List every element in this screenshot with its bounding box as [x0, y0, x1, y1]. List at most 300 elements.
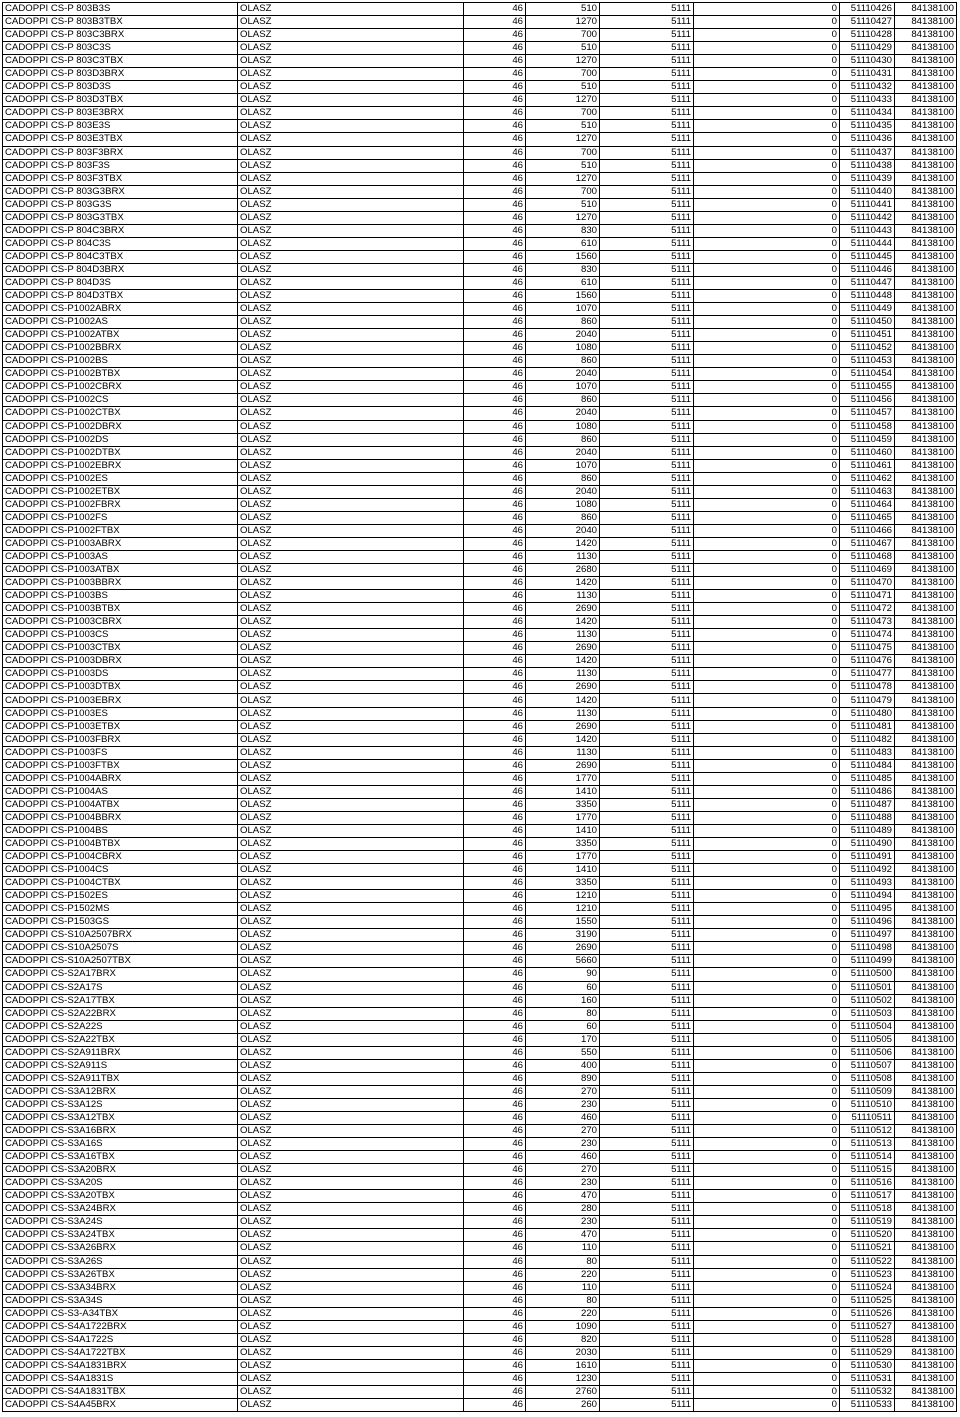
- product-name-cell: CADOPPI CS-P 803G3S: [3, 198, 238, 211]
- code-cell: 5111: [600, 681, 694, 694]
- item-number-cell: 51110523: [840, 1268, 895, 1281]
- customs-code-cell: 84138100: [895, 537, 957, 550]
- product-name-cell: CADOPPI CS-S3A20TBX: [3, 1190, 238, 1203]
- price-cell: 830: [526, 263, 600, 276]
- group-cell: 46: [464, 1059, 526, 1072]
- flag-cell: 0: [694, 981, 840, 994]
- flag-cell: 0: [694, 224, 840, 237]
- product-name-cell: CADOPPI CS-P1002ETBX: [3, 485, 238, 498]
- customs-code-cell: 84138100: [895, 394, 957, 407]
- origin-cell: OLASZ: [238, 237, 464, 250]
- price-cell: 2690: [526, 942, 600, 955]
- origin-cell: OLASZ: [238, 198, 464, 211]
- origin-cell: OLASZ: [238, 94, 464, 107]
- table-row: [3, 733, 957, 746]
- product-name-cell: CADOPPI CS-P 803D3S: [3, 81, 238, 94]
- code-cell: 5111: [600, 433, 694, 446]
- flag-cell: 0: [694, 916, 840, 929]
- item-number-cell: 51110504: [840, 1020, 895, 1033]
- customs-code-cell: 84138100: [895, 668, 957, 681]
- origin-cell: OLASZ: [238, 1346, 464, 1359]
- flag-cell: 0: [694, 746, 840, 759]
- code-cell: 5111: [600, 1151, 694, 1164]
- customs-code-cell: 84138100: [895, 603, 957, 616]
- code-cell: 5111: [600, 759, 694, 772]
- item-number-cell: 51110482: [840, 733, 895, 746]
- flag-cell: 0: [694, 772, 840, 785]
- customs-code-cell: 84138100: [895, 316, 957, 329]
- item-number-cell: 51110511: [840, 1111, 895, 1124]
- customs-code-cell: 84138100: [895, 824, 957, 837]
- flag-cell: 0: [694, 864, 840, 877]
- item-number-cell: 51110433: [840, 94, 895, 107]
- price-cell: 1130: [526, 746, 600, 759]
- group-cell: 46: [464, 290, 526, 303]
- item-number-cell: 51110520: [840, 1229, 895, 1242]
- price-cell: 5660: [526, 955, 600, 968]
- code-cell: 5111: [600, 1229, 694, 1242]
- origin-cell: OLASZ: [238, 511, 464, 524]
- code-cell: 5111: [600, 16, 694, 29]
- flag-cell: 0: [694, 1164, 840, 1177]
- code-cell: 5111: [600, 1190, 694, 1203]
- product-name-cell: CADOPPI CS-P 803D3BRX: [3, 68, 238, 81]
- customs-code-cell: 84138100: [895, 1281, 957, 1294]
- code-cell: 5111: [600, 707, 694, 720]
- product-name-cell: CADOPPI CS-P1003ETBX: [3, 720, 238, 733]
- code-cell: 5111: [600, 485, 694, 498]
- price-cell: 860: [526, 355, 600, 368]
- table-row: [3, 237, 957, 250]
- price-cell: 1270: [526, 16, 600, 29]
- item-number-cell: 51110528: [840, 1333, 895, 1346]
- product-name-cell: CADOPPI CS-P 804C3BRX: [3, 224, 238, 237]
- group-cell: 46: [464, 642, 526, 655]
- origin-cell: OLASZ: [238, 1177, 464, 1190]
- product-name-cell: CADOPPI CS-P1004CBRX: [3, 851, 238, 864]
- code-cell: 5111: [600, 224, 694, 237]
- code-cell: 5111: [600, 772, 694, 785]
- item-number-cell: 51110459: [840, 433, 895, 446]
- origin-cell: OLASZ: [238, 1359, 464, 1372]
- origin-cell: OLASZ: [238, 981, 464, 994]
- product-name-cell: CADOPPI CS-P1003DS: [3, 668, 238, 681]
- product-name-cell: CADOPPI CS-S3A12BRX: [3, 1085, 238, 1098]
- item-number-cell: 51110518: [840, 1203, 895, 1216]
- origin-cell: OLASZ: [238, 303, 464, 316]
- group-cell: 46: [464, 1177, 526, 1190]
- item-number-cell: 51110431: [840, 68, 895, 81]
- flag-cell: 0: [694, 459, 840, 472]
- origin-cell: OLASZ: [238, 903, 464, 916]
- group-cell: 46: [464, 629, 526, 642]
- group-cell: 46: [464, 603, 526, 616]
- flag-cell: 0: [694, 1255, 840, 1268]
- customs-code-cell: 84138100: [895, 459, 957, 472]
- product-name-cell: CADOPPI CS-P 803C3BRX: [3, 29, 238, 42]
- table-row: [3, 890, 957, 903]
- customs-code-cell: 84138100: [895, 1307, 957, 1320]
- item-number-cell: 51110496: [840, 916, 895, 929]
- code-cell: 5111: [600, 629, 694, 642]
- price-cell: 1420: [526, 537, 600, 550]
- flag-cell: 0: [694, 1046, 840, 1059]
- code-cell: 5111: [600, 916, 694, 929]
- flag-cell: 0: [694, 107, 840, 120]
- group-cell: 46: [464, 68, 526, 81]
- price-cell: 610: [526, 237, 600, 250]
- price-cell: 1070: [526, 459, 600, 472]
- code-cell: 5111: [600, 1164, 694, 1177]
- customs-code-cell: 84138100: [895, 290, 957, 303]
- code-cell: 5111: [600, 785, 694, 798]
- flag-cell: 0: [694, 81, 840, 94]
- price-cell: 2690: [526, 642, 600, 655]
- item-number-cell: 51110519: [840, 1216, 895, 1229]
- group-cell: 46: [464, 511, 526, 524]
- code-cell: 5111: [600, 1125, 694, 1138]
- item-number-cell: 51110493: [840, 877, 895, 890]
- item-number-cell: 51110471: [840, 590, 895, 603]
- origin-cell: OLASZ: [238, 798, 464, 811]
- price-cell: 2030: [526, 1346, 600, 1359]
- origin-cell: OLASZ: [238, 720, 464, 733]
- customs-code-cell: 84138100: [895, 1255, 957, 1268]
- product-name-cell: CADOPPI CS-P 803F3TBX: [3, 172, 238, 185]
- table-row: [3, 120, 957, 133]
- product-name-cell: CADOPPI CS-S3A34BRX: [3, 1281, 238, 1294]
- code-cell: 5111: [600, 655, 694, 668]
- flag-cell: 0: [694, 198, 840, 211]
- customs-code-cell: 84138100: [895, 890, 957, 903]
- flag-cell: 0: [694, 511, 840, 524]
- group-cell: 46: [464, 81, 526, 94]
- product-name-cell: CADOPPI CS-S3A26BRX: [3, 1242, 238, 1255]
- customs-code-cell: 84138100: [895, 1346, 957, 1359]
- product-name-cell: CADOPPI CS-P 803D3TBX: [3, 94, 238, 107]
- item-number-cell: 51110446: [840, 263, 895, 276]
- origin-cell: OLASZ: [238, 107, 464, 120]
- price-cell: 2040: [526, 524, 600, 537]
- customs-code-cell: 84138100: [895, 172, 957, 185]
- table-row: [3, 824, 957, 837]
- price-cell: 860: [526, 316, 600, 329]
- table-row: [3, 263, 957, 276]
- price-cell: 1130: [526, 707, 600, 720]
- product-name-cell: CADOPPI CS-P1004CTBX: [3, 877, 238, 890]
- group-cell: 46: [464, 1111, 526, 1124]
- product-name-cell: CADOPPI CS-P1003BTBX: [3, 603, 238, 616]
- item-number-cell: 51110455: [840, 381, 895, 394]
- item-number-cell: 51110506: [840, 1046, 895, 1059]
- table-row: [3, 1046, 957, 1059]
- product-name-cell: CADOPPI CS-P1002ABRX: [3, 303, 238, 316]
- product-name-cell: CADOPPI CS-P1002EBRX: [3, 459, 238, 472]
- flag-cell: 0: [694, 564, 840, 577]
- customs-code-cell: 84138100: [895, 1359, 957, 1372]
- origin-cell: OLASZ: [238, 485, 464, 498]
- price-cell: 700: [526, 185, 600, 198]
- origin-cell: OLASZ: [238, 29, 464, 42]
- product-name-cell: CADOPPI CS-P1002FS: [3, 511, 238, 524]
- item-number-cell: 51110515: [840, 1164, 895, 1177]
- customs-code-cell: 84138100: [895, 851, 957, 864]
- product-name-cell: CADOPPI CS-P 803C3S: [3, 42, 238, 55]
- item-number-cell: 51110427: [840, 16, 895, 29]
- origin-cell: OLASZ: [238, 42, 464, 55]
- item-number-cell: 51110434: [840, 107, 895, 120]
- origin-cell: OLASZ: [238, 1098, 464, 1111]
- origin-cell: OLASZ: [238, 772, 464, 785]
- product-name-cell: CADOPPI CS-P1002FBRX: [3, 498, 238, 511]
- item-number-cell: 51110533: [840, 1399, 895, 1412]
- code-cell: 5111: [600, 1281, 694, 1294]
- flag-cell: 0: [694, 1372, 840, 1385]
- code-cell: 5111: [600, 824, 694, 837]
- item-number-cell: 51110477: [840, 668, 895, 681]
- item-number-cell: 51110460: [840, 446, 895, 459]
- flag-cell: 0: [694, 237, 840, 250]
- code-cell: 5111: [600, 81, 694, 94]
- item-number-cell: 51110478: [840, 681, 895, 694]
- group-cell: 46: [464, 16, 526, 29]
- table-row: [3, 420, 957, 433]
- origin-cell: OLASZ: [238, 133, 464, 146]
- group-cell: 46: [464, 1255, 526, 1268]
- customs-code-cell: 84138100: [895, 1190, 957, 1203]
- flag-cell: 0: [694, 642, 840, 655]
- item-number-cell: 51110467: [840, 537, 895, 550]
- flag-cell: 0: [694, 329, 840, 342]
- flag-cell: 0: [694, 694, 840, 707]
- table-row: [3, 1177, 957, 1190]
- origin-cell: OLASZ: [238, 1372, 464, 1385]
- customs-code-cell: 84138100: [895, 746, 957, 759]
- price-cell: 1210: [526, 903, 600, 916]
- product-name-cell: CADOPPI CS-P 804D3S: [3, 276, 238, 289]
- price-cell: 1270: [526, 172, 600, 185]
- customs-code-cell: 84138100: [895, 224, 957, 237]
- flag-cell: 0: [694, 877, 840, 890]
- customs-code-cell: 84138100: [895, 903, 957, 916]
- origin-cell: OLASZ: [238, 472, 464, 485]
- table-row: [3, 1385, 957, 1398]
- origin-cell: OLASZ: [238, 1268, 464, 1281]
- price-cell: 820: [526, 1333, 600, 1346]
- group-cell: 46: [464, 1085, 526, 1098]
- group-cell: 46: [464, 394, 526, 407]
- price-cell: 90: [526, 968, 600, 981]
- customs-code-cell: 84138100: [895, 955, 957, 968]
- price-cell: 1090: [526, 1320, 600, 1333]
- code-cell: 5111: [600, 1020, 694, 1033]
- origin-cell: OLASZ: [238, 681, 464, 694]
- group-cell: 46: [464, 942, 526, 955]
- customs-code-cell: 84138100: [895, 1177, 957, 1190]
- group-cell: 46: [464, 1307, 526, 1320]
- flag-cell: 0: [694, 668, 840, 681]
- group-cell: 46: [464, 1033, 526, 1046]
- table-row: [3, 1190, 957, 1203]
- group-cell: 46: [464, 211, 526, 224]
- code-cell: 5111: [600, 1085, 694, 1098]
- origin-cell: OLASZ: [238, 16, 464, 29]
- price-cell: 2040: [526, 329, 600, 342]
- item-number-cell: 51110517: [840, 1190, 895, 1203]
- origin-cell: OLASZ: [238, 994, 464, 1007]
- customs-code-cell: 84138100: [895, 968, 957, 981]
- product-name-cell: CADOPPI CS-S3A20BRX: [3, 1164, 238, 1177]
- table-row: [3, 3, 957, 16]
- origin-cell: OLASZ: [238, 1203, 464, 1216]
- origin-cell: OLASZ: [238, 407, 464, 420]
- origin-cell: OLASZ: [238, 172, 464, 185]
- product-name-cell: CADOPPI CS-P1003FBRX: [3, 733, 238, 746]
- group-cell: 46: [464, 864, 526, 877]
- flag-cell: 0: [694, 381, 840, 394]
- group-cell: 46: [464, 1098, 526, 1111]
- flag-cell: 0: [694, 1359, 840, 1372]
- origin-cell: OLASZ: [238, 1216, 464, 1229]
- origin-cell: OLASZ: [238, 55, 464, 68]
- item-number-cell: 51110488: [840, 811, 895, 824]
- customs-code-cell: 84138100: [895, 524, 957, 537]
- code-cell: 5111: [600, 185, 694, 198]
- customs-code-cell: 84138100: [895, 1164, 957, 1177]
- customs-code-cell: 84138100: [895, 877, 957, 890]
- item-number-cell: 51110489: [840, 824, 895, 837]
- customs-code-cell: 84138100: [895, 263, 957, 276]
- item-number-cell: 51110516: [840, 1177, 895, 1190]
- group-cell: 46: [464, 407, 526, 420]
- item-number-cell: 51110487: [840, 798, 895, 811]
- group-cell: 46: [464, 537, 526, 550]
- group-cell: 46: [464, 1242, 526, 1255]
- product-name-cell: CADOPPI CS-S2A17BRX: [3, 968, 238, 981]
- code-cell: 5111: [600, 120, 694, 133]
- item-number-cell: 51110443: [840, 224, 895, 237]
- code-cell: 5111: [600, 68, 694, 81]
- customs-code-cell: 84138100: [895, 838, 957, 851]
- price-cell: 1410: [526, 864, 600, 877]
- flag-cell: 0: [694, 903, 840, 916]
- origin-cell: OLASZ: [238, 185, 464, 198]
- table-row: [3, 1229, 957, 1242]
- item-number-cell: 51110451: [840, 329, 895, 342]
- origin-cell: OLASZ: [238, 942, 464, 955]
- origin-cell: OLASZ: [238, 290, 464, 303]
- group-cell: 46: [464, 29, 526, 42]
- item-number-cell: 51110437: [840, 146, 895, 159]
- item-number-cell: 51110456: [840, 394, 895, 407]
- item-number-cell: 51110502: [840, 994, 895, 1007]
- origin-cell: OLASZ: [238, 224, 464, 237]
- code-cell: 5111: [600, 1033, 694, 1046]
- table-row: [3, 511, 957, 524]
- group-cell: 46: [464, 746, 526, 759]
- table-row: [3, 159, 957, 172]
- item-number-cell: 51110491: [840, 851, 895, 864]
- flag-cell: 0: [694, 616, 840, 629]
- price-cell: 470: [526, 1190, 600, 1203]
- group-cell: 46: [464, 224, 526, 237]
- product-name-cell: CADOPPI CS-S4A1722BRX: [3, 1320, 238, 1333]
- group-cell: 46: [464, 785, 526, 798]
- flag-cell: 0: [694, 1059, 840, 1072]
- code-cell: 5111: [600, 577, 694, 590]
- item-number-cell: 51110530: [840, 1359, 895, 1372]
- code-cell: 5111: [600, 1216, 694, 1229]
- flag-cell: 0: [694, 537, 840, 550]
- item-number-cell: 51110463: [840, 485, 895, 498]
- origin-cell: OLASZ: [238, 851, 464, 864]
- table-row: [3, 577, 957, 590]
- price-cell: 700: [526, 107, 600, 120]
- group-cell: 46: [464, 485, 526, 498]
- price-cell: 1080: [526, 498, 600, 511]
- table-row: [3, 590, 957, 603]
- code-cell: 5111: [600, 838, 694, 851]
- origin-cell: OLASZ: [238, 3, 464, 16]
- price-cell: 60: [526, 981, 600, 994]
- origin-cell: OLASZ: [238, 537, 464, 550]
- code-cell: 5111: [600, 263, 694, 276]
- product-name-cell: CADOPPI CS-P1002BBRX: [3, 342, 238, 355]
- code-cell: 5111: [600, 1346, 694, 1359]
- item-number-cell: 51110440: [840, 185, 895, 198]
- price-cell: 260: [526, 1399, 600, 1412]
- customs-code-cell: 84138100: [895, 42, 957, 55]
- customs-code-cell: 84138100: [895, 942, 957, 955]
- table-row: [3, 707, 957, 720]
- product-name-cell: CADOPPI CS-S2A17TBX: [3, 994, 238, 1007]
- table-row: [3, 394, 957, 407]
- origin-cell: OLASZ: [238, 1320, 464, 1333]
- price-cell: 2760: [526, 1385, 600, 1398]
- flag-cell: 0: [694, 1033, 840, 1046]
- price-cell: 830: [526, 224, 600, 237]
- origin-cell: OLASZ: [238, 498, 464, 511]
- code-cell: 5111: [600, 981, 694, 994]
- table-row: [3, 1125, 957, 1138]
- group-cell: 46: [464, 851, 526, 864]
- item-number-cell: 51110461: [840, 459, 895, 472]
- flag-cell: 0: [694, 1138, 840, 1151]
- flag-cell: 0: [694, 1098, 840, 1111]
- flag-cell: 0: [694, 524, 840, 537]
- price-cell: 1070: [526, 381, 600, 394]
- product-name-cell: CADOPPI CS-P1002DBRX: [3, 420, 238, 433]
- table-row: [3, 1372, 957, 1385]
- item-number-cell: 51110498: [840, 942, 895, 955]
- item-number-cell: 51110474: [840, 629, 895, 642]
- code-cell: 5111: [600, 381, 694, 394]
- code-cell: 5111: [600, 733, 694, 746]
- group-cell: 46: [464, 955, 526, 968]
- table-row: [3, 172, 957, 185]
- code-cell: 5111: [600, 642, 694, 655]
- flag-cell: 0: [694, 120, 840, 133]
- flag-cell: 0: [694, 263, 840, 276]
- customs-code-cell: 84138100: [895, 759, 957, 772]
- table-row: [3, 655, 957, 668]
- product-name-cell: CADOPPI CS-S4A1831BRX: [3, 1359, 238, 1372]
- price-cell: 550: [526, 1046, 600, 1059]
- customs-code-cell: 84138100: [895, 198, 957, 211]
- product-name-cell: CADOPPI CS-P 803E3TBX: [3, 133, 238, 146]
- origin-cell: OLASZ: [238, 1125, 464, 1138]
- price-cell: 1130: [526, 550, 600, 563]
